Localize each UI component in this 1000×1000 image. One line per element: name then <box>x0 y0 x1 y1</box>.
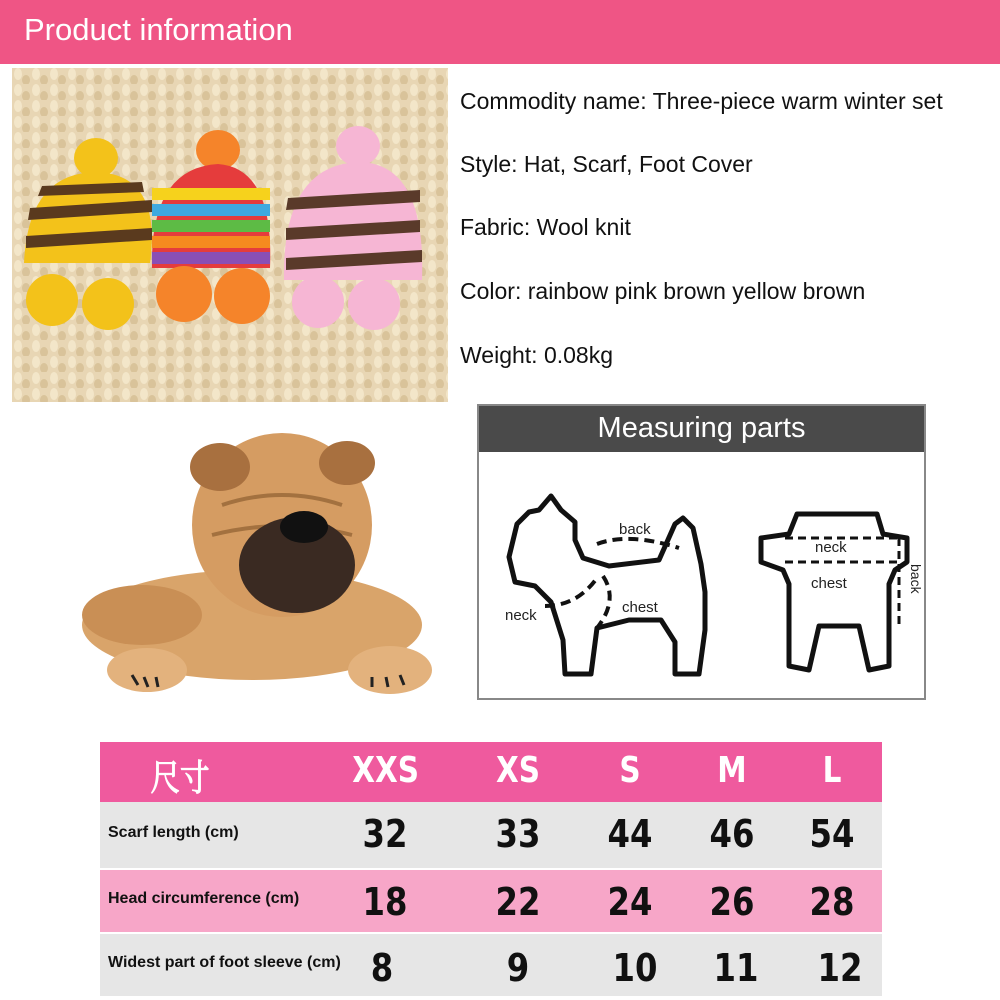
garment-neck-label: neck <box>815 539 847 556</box>
table-cell: 10 <box>612 946 658 990</box>
page-title: Product information <box>24 12 293 47</box>
table-row <box>100 934 882 996</box>
size-table-header <box>100 742 882 802</box>
garment-chest-label: chest <box>811 575 847 592</box>
table-cell: 24 <box>607 880 653 924</box>
size-header-m: M <box>717 750 747 791</box>
table-cell: 28 <box>809 880 855 924</box>
style-text: Style: Hat, Scarf, Foot Cover <box>460 151 753 177</box>
size-header-xs: XS <box>495 750 541 791</box>
table-cell: 8 <box>370 946 394 990</box>
size-header-l: L <box>822 750 842 791</box>
garment-outline <box>761 514 907 670</box>
row-label-scarf-length: Scarf length (cm) <box>108 824 239 841</box>
table-cell: 12 <box>817 946 863 990</box>
table-cell: 46 <box>709 812 755 856</box>
garment-back-label: back <box>908 564 924 594</box>
side-chest-label: chest <box>622 599 658 616</box>
table-row <box>100 870 882 932</box>
size-header-s: S <box>619 750 641 791</box>
measuring-parts-title: Measuring parts <box>597 412 806 444</box>
weight-text: Weight: 0.08kg <box>460 342 614 368</box>
row-label-head-circumference: Head circumference (cm) <box>108 890 300 907</box>
table-cell: 22 <box>495 880 541 924</box>
color-text: Color: rainbow pink brown yellow brown <box>460 278 866 304</box>
row-label-foot-sleeve: Widest part of foot sleeve (cm) <box>108 954 341 971</box>
measuring-diagram <box>479 452 924 698</box>
measuring-parts-header <box>479 406 924 452</box>
fabric-text: Fabric: Wool knit <box>460 214 631 240</box>
size-corner-label: 尺寸 <box>150 758 210 799</box>
table-cell: 18 <box>362 880 408 924</box>
dog-photo <box>72 425 442 710</box>
measuring-parts-panel <box>477 404 926 700</box>
header-bar <box>0 0 1000 64</box>
table-cell: 54 <box>809 812 855 856</box>
side-neck-label: neck <box>505 607 537 624</box>
side-back-label: back <box>619 521 651 538</box>
chest-measure-line <box>597 576 610 628</box>
product-photo-hats <box>12 68 448 402</box>
commodity-name-text: Commodity name: Three-piece warm winter set <box>460 88 943 114</box>
table-cell: 11 <box>713 946 759 990</box>
size-header-xxs: XXS <box>352 750 419 791</box>
table-row <box>100 802 882 868</box>
table-cell: 9 <box>506 946 530 990</box>
table-cell: 44 <box>607 812 653 856</box>
table-cell: 32 <box>362 812 408 856</box>
table-cell: 33 <box>495 812 541 856</box>
table-cell: 26 <box>709 880 755 924</box>
